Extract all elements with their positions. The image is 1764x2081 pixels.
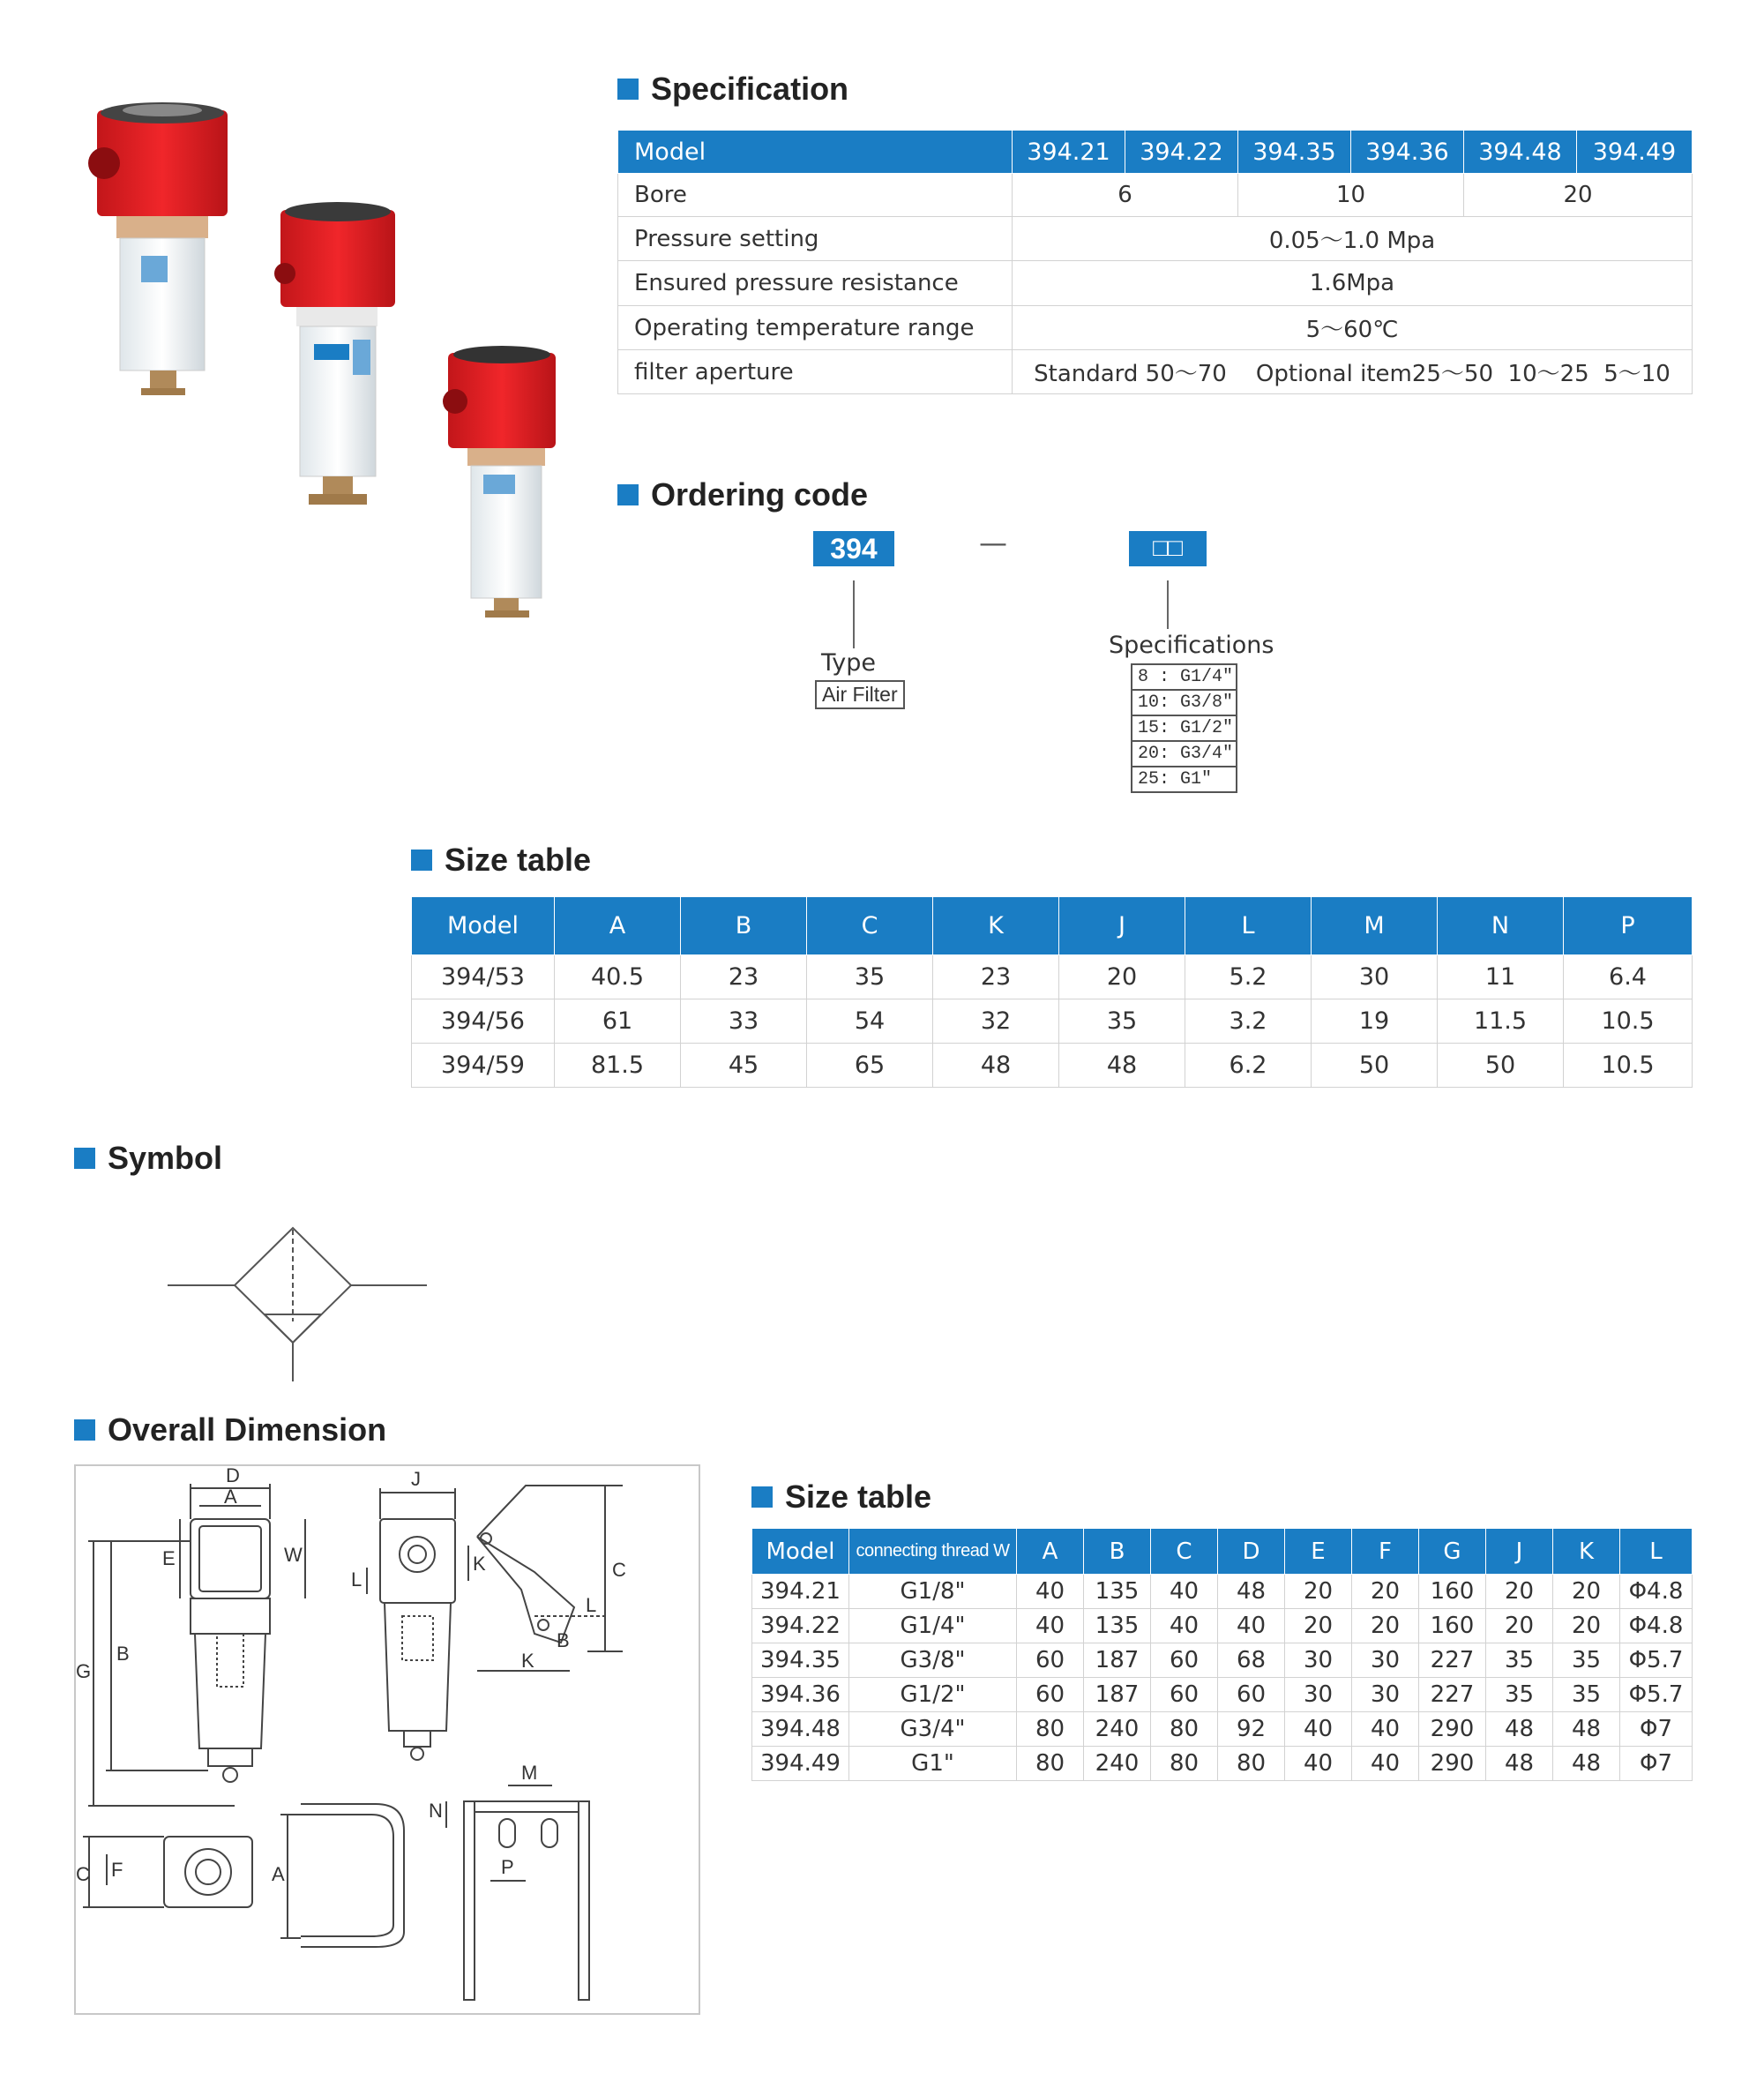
table-cell: 60 [1218, 1678, 1285, 1712]
dim-label: D [226, 1466, 240, 1486]
type-value-box: Air Filter [815, 680, 905, 709]
spec-header-cell: 394.36 [1351, 131, 1464, 174]
table-cell: 92 [1218, 1712, 1285, 1747]
table-cell: 10.5 [1564, 999, 1693, 1044]
size1-header: L [1185, 897, 1312, 955]
table-cell: 40 [1285, 1747, 1352, 1781]
table-cell: 135 [1084, 1609, 1151, 1643]
spec-label: Specifications [1109, 632, 1274, 659]
table-cell: 30 [1352, 1678, 1419, 1712]
dim-label: C [612, 1559, 626, 1581]
spec-value: 10 [1238, 174, 1464, 217]
table-cell: 48 [1486, 1712, 1553, 1747]
spec-option: 25: G1" [1132, 767, 1237, 792]
table-cell: 10.5 [1564, 1044, 1693, 1088]
spec-row-pressure [618, 217, 1693, 261]
table-cell: 61 [555, 999, 681, 1044]
spec-header-row [618, 131, 1693, 174]
table-cell: Φ5.7 [1620, 1678, 1693, 1712]
bore-value: 6 [1117, 182, 1132, 208]
table-cell: 60 [1151, 1643, 1218, 1678]
dim-label: F [111, 1859, 123, 1881]
spec-value [1013, 174, 1238, 217]
table-cell: 40 [1017, 1575, 1084, 1609]
table-cell: 187 [1084, 1678, 1151, 1712]
section-square-icon [617, 484, 639, 505]
dim-label: K [473, 1553, 486, 1575]
dim-label: E [162, 1547, 176, 1569]
size2-header: D [1218, 1529, 1285, 1575]
spec-header-cell: 394.49 [1577, 131, 1693, 174]
table-row [752, 1678, 1693, 1712]
spec-header-cell: 394.22 [1125, 131, 1238, 174]
table-cell: 48 [1059, 1044, 1185, 1088]
table-cell: 394/59 [412, 1044, 555, 1088]
table-cell: 40 [1285, 1712, 1352, 1747]
table-cell: 23 [933, 955, 1059, 999]
size1-header: Model [412, 897, 555, 955]
table-cell: 35 [1553, 1643, 1620, 1678]
table-row [752, 1712, 1693, 1747]
table-cell: 40 [1218, 1609, 1285, 1643]
table-cell: 160 [1419, 1609, 1486, 1643]
table-cell: 30 [1285, 1643, 1352, 1678]
table-row [412, 1044, 1693, 1088]
table-cell: 19 [1312, 999, 1438, 1044]
ordering-code-title-text: Ordering code [651, 476, 869, 513]
table-cell: 160 [1419, 1575, 1486, 1609]
table-cell: 35 [1553, 1678, 1620, 1712]
size2-header: G [1419, 1529, 1486, 1575]
spec-value: 20 [1464, 174, 1693, 217]
table-cell: 11 [1438, 955, 1564, 999]
table-cell: 40 [1151, 1575, 1218, 1609]
table-cell: 81.5 [555, 1044, 681, 1088]
table-cell: 35 [1486, 1643, 1553, 1678]
table-cell: 11.5 [1438, 999, 1564, 1044]
dim-label: P [501, 1856, 514, 1878]
spec-header-model: Model [618, 131, 1013, 174]
size2-header-row [752, 1529, 1693, 1575]
table-cell: 40 [1352, 1712, 1419, 1747]
table-cell: 35 [807, 955, 933, 999]
table-cell: 290 [1419, 1712, 1486, 1747]
table-cell: 48 [1553, 1712, 1620, 1747]
symbol-title-text: Symbol [108, 1140, 223, 1176]
size2-header: L [1620, 1529, 1693, 1575]
size1-header: M [1312, 897, 1438, 955]
table-cell: 48 [933, 1044, 1059, 1088]
size1-header-row [412, 897, 1693, 955]
order-code-dash: — [979, 526, 1007, 559]
table-cell: 40 [1017, 1609, 1084, 1643]
table-cell: 48 [1486, 1747, 1553, 1781]
table-row [412, 999, 1693, 1044]
type-connector-line [853, 580, 855, 648]
size2-header: connecting thread W [849, 1529, 1017, 1575]
dimension-drawing [76, 1466, 697, 2011]
table-cell: G3/8" [849, 1643, 1017, 1678]
size1-header: A [555, 897, 681, 955]
spec-row-bore [618, 174, 1693, 217]
dim-label: W [284, 1544, 303, 1566]
dim-label: C [76, 1863, 90, 1885]
table-cell: 394.48 [752, 1712, 849, 1747]
table-cell: 80 [1151, 1712, 1218, 1747]
table-cell: 394.49 [752, 1747, 849, 1781]
spec-label: Ensured pressure resistance [618, 261, 1013, 306]
specification-table [617, 130, 1693, 394]
table-cell: 290 [1419, 1747, 1486, 1781]
table-cell: 30 [1352, 1643, 1419, 1678]
spec-option: 8 : G1/4" [1132, 664, 1237, 690]
table-cell: 20 [1352, 1575, 1419, 1609]
table-cell: 187 [1084, 1643, 1151, 1678]
table-cell: 60 [1017, 1643, 1084, 1678]
overall-dimension-title-text: Overall Dimension [108, 1411, 387, 1448]
spec-label: Pressure setting [618, 217, 1013, 261]
table-cell: 227 [1419, 1678, 1486, 1712]
table-cell: 40 [1352, 1747, 1419, 1781]
size2-header: A [1017, 1529, 1084, 1575]
table-cell: 20 [1553, 1609, 1620, 1643]
section-square-icon [411, 850, 432, 871]
table-cell: 50 [1312, 1044, 1438, 1088]
table-cell: 394.22 [752, 1609, 849, 1643]
table-cell: 50 [1438, 1044, 1564, 1088]
table-row [752, 1575, 1693, 1609]
table-cell: G1/8" [849, 1575, 1017, 1609]
table-cell: 48 [1553, 1747, 1620, 1781]
table-cell: 35 [1486, 1678, 1553, 1712]
table-cell: 20 [1486, 1609, 1553, 1643]
table-cell: 60 [1151, 1678, 1218, 1712]
spec-header-cell: 394.48 [1464, 131, 1577, 174]
table-cell: 30 [1285, 1678, 1352, 1712]
table-cell: 30 [1312, 955, 1438, 999]
table-cell: 227 [1419, 1643, 1486, 1678]
size2-header: F [1352, 1529, 1419, 1575]
filter-symbol-icon [159, 1217, 441, 1385]
spec-label: Operating temperature range [618, 306, 1013, 350]
table-cell: 240 [1084, 1747, 1151, 1781]
table-cell: 20 [1352, 1609, 1419, 1643]
order-spec-box: □□ [1129, 531, 1207, 566]
table-cell: 5.2 [1185, 955, 1312, 999]
size1-header: N [1438, 897, 1564, 955]
table-cell: G1/4" [849, 1609, 1017, 1643]
spec-row-filter [618, 350, 1693, 394]
specification-title-text: Specification [651, 71, 849, 107]
table-cell: 32 [933, 999, 1059, 1044]
size1-header: J [1059, 897, 1185, 955]
spec-value: 0.05～1.0 Mpa [1013, 217, 1693, 261]
product-photo [79, 88, 591, 626]
table-row [752, 1609, 1693, 1643]
size-table-2 [751, 1528, 1693, 1781]
section-square-icon [74, 1419, 95, 1441]
size1-header: B [681, 897, 807, 955]
order-code-box: 394 [813, 531, 894, 566]
filter-unit-medium [274, 202, 395, 505]
table-cell: 394.21 [752, 1575, 849, 1609]
size2-header: Model [752, 1529, 849, 1575]
dim-label: A [272, 1863, 285, 1885]
table-cell: 33 [681, 999, 807, 1044]
table-cell: 80 [1218, 1747, 1285, 1781]
table-cell: G1" [849, 1747, 1017, 1781]
table-cell: Φ7 [1620, 1747, 1693, 1781]
table-cell: 394/56 [412, 999, 555, 1044]
dim-label: N [429, 1800, 443, 1822]
size2-header: C [1151, 1529, 1218, 1575]
table-row [412, 955, 1693, 999]
table-row [752, 1747, 1693, 1781]
filter-unit-small [443, 346, 556, 618]
table-cell: 20 [1285, 1575, 1352, 1609]
size2-header: K [1553, 1529, 1620, 1575]
size1-header: C [807, 897, 933, 955]
table-cell: 20 [1285, 1609, 1352, 1643]
size-table-title-text: Size table [445, 842, 592, 878]
table-cell: Φ4.8 [1620, 1609, 1693, 1643]
spec-option: 10: G3/8" [1132, 690, 1237, 715]
spec-label: filter aperture [618, 350, 1013, 394]
section-square-icon [74, 1148, 95, 1169]
size1-header: P [1564, 897, 1693, 955]
spec-label: Bore [618, 174, 1013, 217]
symbol-title [74, 1140, 222, 1177]
table-cell: 40 [1151, 1609, 1218, 1643]
dim-label: J [411, 1468, 421, 1490]
table-cell: 40.5 [555, 955, 681, 999]
table-cell: 394.36 [752, 1678, 849, 1712]
table-cell: Φ7 [1620, 1712, 1693, 1747]
spec-option: 15: G1/2" [1132, 715, 1237, 741]
dim-label: M [521, 1762, 538, 1784]
dim-label: B [557, 1629, 570, 1651]
dim-label: K [521, 1650, 534, 1672]
spec-header-cell: 394.35 [1238, 131, 1351, 174]
spec-options-table [1131, 663, 1237, 793]
dim-label: B [116, 1643, 130, 1665]
overall-dimension-title [74, 1411, 386, 1448]
spec-value: 5～60℃ [1013, 306, 1693, 350]
section-square-icon [617, 79, 639, 100]
spec-option: 20: G3/4" [1132, 741, 1237, 767]
table-cell: 6.2 [1185, 1044, 1312, 1088]
table-cell: 60 [1017, 1678, 1084, 1712]
table-cell: 68 [1218, 1643, 1285, 1678]
table-cell: 35 [1059, 999, 1185, 1044]
table-cell: 65 [807, 1044, 933, 1088]
table-cell: G3/4" [849, 1712, 1017, 1747]
table-cell: 80 [1017, 1747, 1084, 1781]
table-cell: G1/2" [849, 1678, 1017, 1712]
size2-header: B [1084, 1529, 1151, 1575]
spec-connector-line [1167, 580, 1169, 629]
ordering-code-title [617, 476, 868, 513]
table-cell: 23 [681, 955, 807, 999]
dim-label: L [586, 1594, 597, 1616]
table-cell: 3.2 [1185, 999, 1312, 1044]
size-table-title [411, 842, 591, 879]
dim-label: G [76, 1660, 92, 1682]
dim-label: L [351, 1568, 363, 1591]
size2-header: E [1285, 1529, 1352, 1575]
section-square-icon [751, 1486, 773, 1508]
specification-title [617, 71, 848, 108]
table-cell: 48 [1218, 1575, 1285, 1609]
table-cell: 20 [1486, 1575, 1553, 1609]
table-cell: 394/53 [412, 955, 555, 999]
size-table-2-title-text: Size table [785, 1478, 932, 1515]
table-row [752, 1643, 1693, 1678]
table-cell: 135 [1084, 1575, 1151, 1609]
table-cell: 20 [1553, 1575, 1620, 1609]
table-cell: 394.35 [752, 1643, 849, 1678]
spec-value: 1.6Mpa [1013, 261, 1693, 306]
size1-header: K [933, 897, 1059, 955]
table-cell: Φ4.8 [1620, 1575, 1693, 1609]
dim-label: A [224, 1486, 237, 1508]
table-cell: 45 [681, 1044, 807, 1088]
type-label: Type [821, 649, 877, 677]
spec-row-temperature [618, 306, 1693, 350]
table-cell: 80 [1017, 1712, 1084, 1747]
size-table-2-title [751, 1478, 931, 1516]
spec-header-cell: 394.21 [1013, 131, 1125, 174]
table-cell: 240 [1084, 1712, 1151, 1747]
spec-row-resistance [618, 261, 1693, 306]
table-cell: 54 [807, 999, 933, 1044]
size2-header: J [1486, 1529, 1553, 1575]
table-cell: 80 [1151, 1747, 1218, 1781]
table-cell: 20 [1059, 955, 1185, 999]
filter-unit-large [88, 102, 228, 395]
spec-value: Standard 50～70 Optional item25～50 10～25 5～10 [1013, 350, 1693, 394]
table-cell: Φ5.7 [1620, 1643, 1693, 1678]
size-table-1 [411, 896, 1693, 1088]
table-cell: 6.4 [1564, 955, 1693, 999]
